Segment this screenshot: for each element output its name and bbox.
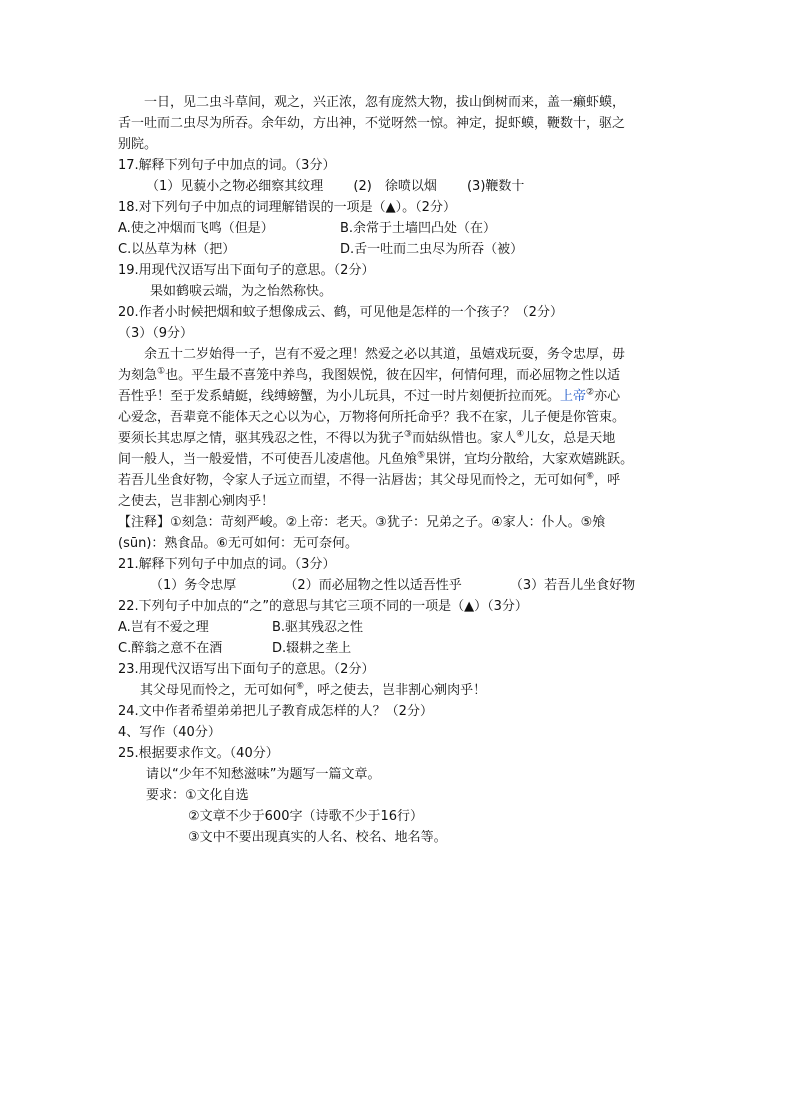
question-stem: 20.作者小时候把烟和蚊子想像成云、鹤，可见他是怎样的一个孩子？（2分） (118, 305, 563, 320)
essay-prompt: 请以“少年不知愁滋味”为题写一篇文章。 (146, 767, 381, 782)
question-17 (118, 155, 678, 197)
footnote-marker: ⑤ (417, 450, 426, 461)
options-row (118, 218, 678, 239)
passage-2-line: 若吾儿坐食好物，令家人子远立而望，不得一沾唇齿；其父母见而怜之，无可如何⑥，呼 (118, 471, 621, 488)
question-item: （1）见藐小之物必细察其纹理 (146, 179, 324, 194)
option-c: C.以丛草为林（把） (118, 242, 236, 257)
question-25 (118, 743, 678, 848)
passage-2 (118, 344, 678, 512)
footnote-marker: ⑥ (586, 471, 595, 482)
exam-page (118, 92, 678, 848)
question-item: (3)鞭数十 (466, 179, 525, 194)
footnote-marker: ① (157, 366, 166, 377)
passage-2-line: 余五十二岁始得一子，岂有不爱之理！然爱之必以其道，虽嬉戏玩耍，务令忠厚，毋 (144, 347, 626, 362)
requirement-label: 要求：①文化自选 (146, 788, 249, 803)
passage-2-line: 吾性乎！至于发系蜻蜓，线缚螃蟹，为小儿玩具，不过一时片刻便折拉而死。上帝②亦心 (118, 387, 621, 404)
question-20 (118, 302, 678, 323)
option-d: D.舌一吐而二虫尽为所吞（被） (340, 242, 524, 257)
question-stem: 22.下列句子中加点的“之”的意思与其它三项不同的一项是（▲）（3分） (118, 599, 528, 614)
question-item: （2）而必屈物之性以适吾性乎 (284, 578, 462, 593)
footnote-marker: ③ (404, 429, 413, 440)
question-stem: 17.解释下列句子中加点的词。（3分） (118, 158, 336, 173)
question-stem: 18.对下列句子中加点的词理解错误的一项是（▲）。（2分） (118, 200, 456, 215)
question-21 (118, 554, 678, 596)
option-c: C.醉翁之意不在酒 (118, 641, 223, 656)
option-a: A.使之冲烟而飞鸣（但是） (118, 221, 274, 236)
passage-2-line: 心爱念，吾辈竟不能体天之心以为心，万物将何所托命乎？我不在家，儿子便是你管束。 (118, 410, 626, 425)
question-stem: 21.解释下列句子中加点的词。（3分） (118, 557, 336, 572)
footnote-marker: ⑥ (296, 681, 305, 692)
passage-1-line: 别院。 (118, 137, 158, 152)
question-item: （3）若吾儿坐食好物 (509, 578, 636, 593)
annotation-line: 【注释】①刻急：苛刻严峻。②上帝：老天。③犹子：兄弟之子。④家人：仆人。⑤飧 (118, 515, 606, 530)
question-stem: 19.用现代汉语写出下面句子的意思。（2分） (118, 263, 375, 278)
option-d: D.辍耕之垄上 (272, 641, 352, 656)
options-row (118, 638, 678, 659)
quoted-sentence: 果如鹤唳云端，为之怡然称快。 (150, 284, 333, 299)
passage-2-line: 之使去，岂非割心剜肉乎！ (118, 494, 275, 509)
question-stem: 25.根据要求作文。（40分） (118, 746, 279, 761)
quoted-sentence: 其父母见而怜之，无可如何⑥，呼之使去，岂非割心剜肉乎！ (140, 681, 487, 698)
shangdi-link[interactable]: 上帝 (560, 389, 587, 404)
option-a: A.岂有不爱之理 (118, 620, 209, 635)
option-b: B.余常于土墙凹凸处（在） (340, 221, 497, 236)
passage-2-line: 间一般人，当一般爱惜，不可使吾儿凌虐他。凡鱼飧⑤果饼，宜均分散给，大家欢嬉跳跃。 (118, 450, 634, 467)
options-row (118, 239, 678, 260)
passage-2-line: 为刻急①也。平生最不喜笼中养鸟，我图娱悦，彼在囚牢，何情何理，而必屈物之性以适 (118, 366, 621, 383)
question-18 (118, 197, 678, 260)
section-heading: 4、写作（40分） (118, 725, 221, 740)
passage-1-line: 舌一吐而二虫尽为所吞。余年幼，方出神，不觉呀然一惊。神定，捉虾蟆，鞭数十，驱之 (118, 116, 626, 131)
question-item: (2) 徐喷以烟 (353, 179, 437, 194)
passage-2-line: 要须长其忠厚之情，驱其残忍之性，不得以为犹子③而姑纵惜也。家人④儿女，总是天地 (118, 429, 616, 446)
question-item: （1）务令忠厚 (150, 578, 237, 593)
option-b: B.驱其残忍之性 (272, 620, 364, 635)
question-items (118, 176, 678, 197)
annotation-line: (sūn)：熟食品。⑥无可如何：无可奈何。 (118, 536, 359, 551)
question-stem: 24.文中作者希望弟弟把儿子教育成怎样的人？（2分） (118, 704, 433, 719)
requirement-item: ③文中不要出现真实的人名、校名、地名等。 (188, 830, 447, 845)
passage-1 (118, 92, 678, 155)
annotations (118, 512, 678, 554)
requirement-item: ②文章不少于600字（诗歌不少于16行） (188, 809, 424, 824)
footnote-marker: ② (586, 387, 595, 398)
question-stem: 23.用现代汉语写出下面句子的意思。（2分） (118, 662, 375, 677)
question-23 (118, 659, 678, 701)
footnote-marker: ④ (516, 429, 525, 440)
question-items (118, 575, 678, 596)
question-22 (118, 596, 678, 659)
question-24 (118, 701, 678, 722)
question-19 (118, 260, 678, 302)
options-row (118, 617, 678, 638)
section-heading: （3）（9分） (118, 326, 194, 341)
passage-1-line: 一日，见二虫斗草间，观之，兴正浓，忽有庞然大物，拔山倒树而来，盖一癞虾蟆， (144, 95, 626, 110)
